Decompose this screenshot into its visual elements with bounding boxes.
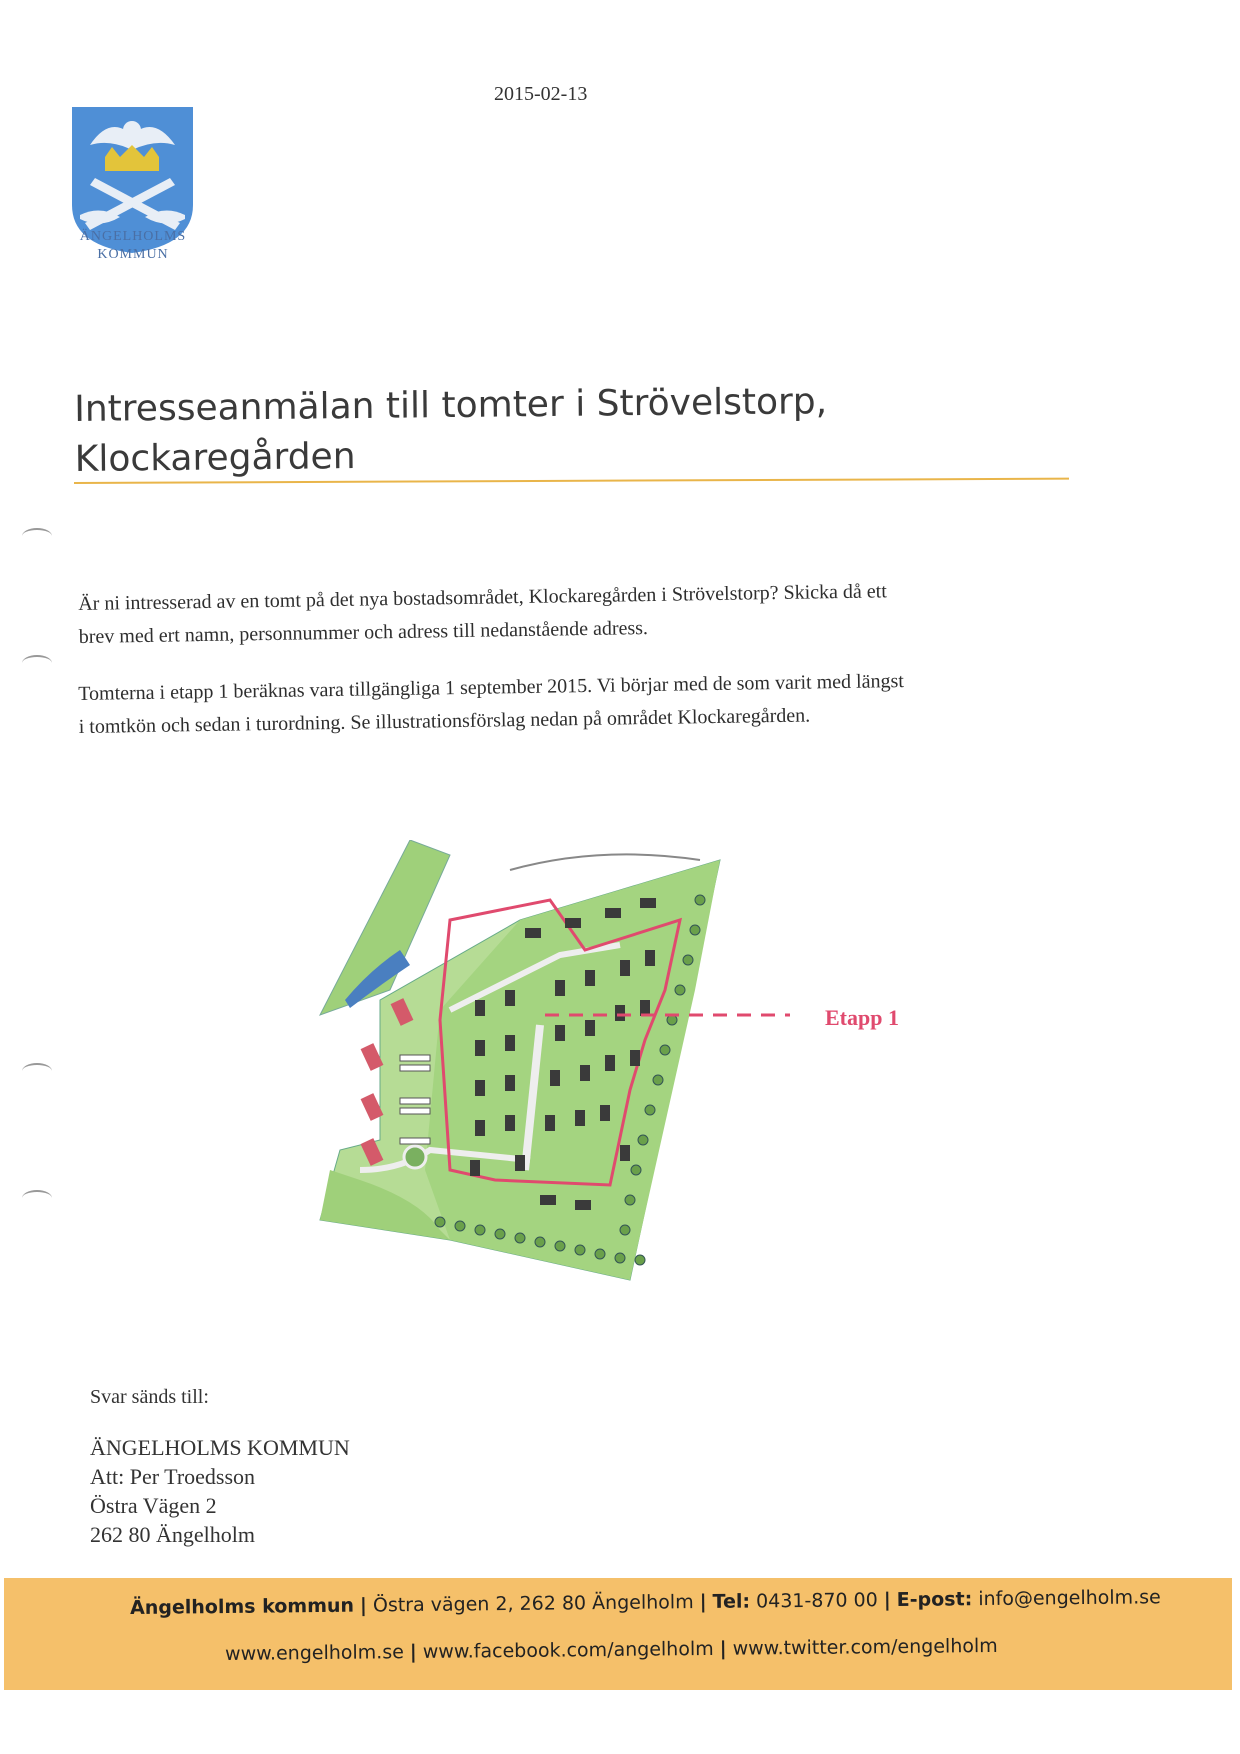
etapp-1-label: Etapp 1 [825,1005,899,1030]
footer-separator: | [699,1590,707,1614]
footer-tel: 0431-870 00 [755,1589,878,1613]
availability-line2: i tomtkön och sedan i turordning. Se illustrationsförslag nedan på området Klockaregården. [78,704,811,738]
reply-org-name: ÄNGELHOLMS KOMMUN [90,1435,350,1460]
intro-line1: Är ni intresserad av en tomt på det nya bostadsområdet, Klockaregården i Strövelstorp? Skicka då ett [78,580,887,615]
footer-twitter-link[interactable]: www.twitter.com/engelholm [732,1634,998,1660]
footer-email-label: E-post: [896,1588,973,1611]
footer-separator: | [719,1637,727,1660]
footer-separator: | [409,1640,417,1664]
logo-text-line1: ÄNGELHOLMS [79,229,187,244]
reply-attention: Att: Per Troedsson [90,1464,256,1489]
punch-hole-mark [22,655,52,671]
availability-paragraph [78,662,1079,744]
intro-line2: brev med ert namn, personnummer och adress till nedanstående adress. [78,617,649,648]
reply-label: Svar sänds till: [90,1386,209,1408]
page-title-line2: Klockaregården [74,436,356,480]
footer-email-link[interactable]: info@engelholm.se [978,1586,1161,1611]
intro-paragraph [78,572,1079,654]
footer-facebook-link[interactable]: www.facebook.com/angelholm [422,1637,714,1663]
footer-address: Östra vägen 2, 262 80 Ängelholm [372,1591,694,1617]
punch-hole-mark [22,1190,52,1206]
site-plan-illustration [300,840,800,1290]
page-title-line1: Intresseanmälan till tomter i Strövelstorp, [74,381,828,430]
punch-hole-mark [22,1063,52,1079]
footer-tel-label: Tel: [712,1590,751,1613]
reply-city: 262 80 Ängelholm [90,1522,255,1547]
reply-address-block [90,1433,350,1549]
logo-text-line2: KOMMUN [97,247,169,262]
footer-separator: | [883,1589,891,1612]
logo-text [58,228,208,264]
footer-website-link[interactable]: www.engelholm.se [225,1641,404,1665]
document-date: 2015-02-13 [494,83,588,105]
reply-street: Östra Vägen 2 [90,1493,217,1518]
punch-hole-mark [22,528,52,544]
footer-org: Ängelholms kommun [130,1594,355,1619]
availability-line1: Tomterna i etapp 1 beräknas vara tillgängliga 1 september 2015. Vi börjar med de som varit med längst [78,670,905,705]
footer-separator: | [359,1594,368,1617]
page-title [74,376,975,485]
